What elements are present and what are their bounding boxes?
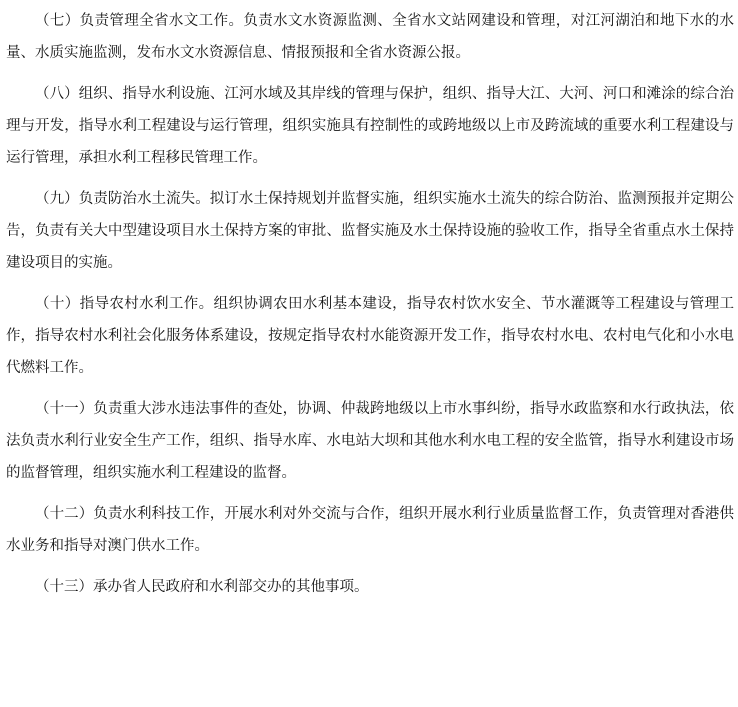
paragraph-item-8: （八）组织、指导水利设施、江河水域及其岸线的管理与保护，组织、指导大江、大河、河口和滩涂的综合治理与开发，指导水利工程建设与运行管理，组织实施具有控制性的或跨地级以上市及跨流域的重要水利工程建设与运行管理，承担水利工程移民管理工作。 xyxy=(6,86,734,166)
paragraph-item-9: （九）负责防治水土流失。拟订水土保持规划并监督实施，组织实施水土流失的综合防治、监测预报并定期公告，负责有关大中型建设项目水土保持方案的审批、监督实施及水土保持设施的验收工作，指导全省重点水土保持建设项目的实施。 xyxy=(6,191,734,271)
paragraph-item-13: （十三）承办省人民政府和水利部交办的其他事项。 xyxy=(35,579,369,595)
paragraph-item-7: （七）负责管理全省水文工作。负责水文水资源监测、全省水文站网建设和管理，对江河湖泊和地下水的水量、水质实施监测，发布水文水资源信息、情报预报和全省水资源公报。 xyxy=(6,13,734,61)
paragraph-item-10: （十）指导农村水利工作。组织协调农田水利基本建设，指导农村饮水安全、节水灌溉等工程建设与管理工作，指导农村水利社会化服务体系建设，按规定指导农村水能资源开发工作，指导农村水电、农村电气化和小水电代燃料工作。 xyxy=(6,296,734,376)
paragraph-item-11: （十一）负责重大涉水违法事件的查处，协调、仲裁跨地级以上市水事纠纷，指导水政监察和水行政执法，依法负责水利行业安全生产工作，组织、指导水库、水电站大坝和其他水利水电工程的安全监管，指导水利建设市场的监督管理，组织实施水利工程建设的监督。 xyxy=(6,401,734,481)
paragraph-item-12: （十二）负责水利科技工作，开展水利对外交流与合作，组织开展水利行业质量监督工作，负责管理对香港供水业务和指导对澳门供水工作。 xyxy=(6,506,734,554)
document-body xyxy=(6,5,734,603)
